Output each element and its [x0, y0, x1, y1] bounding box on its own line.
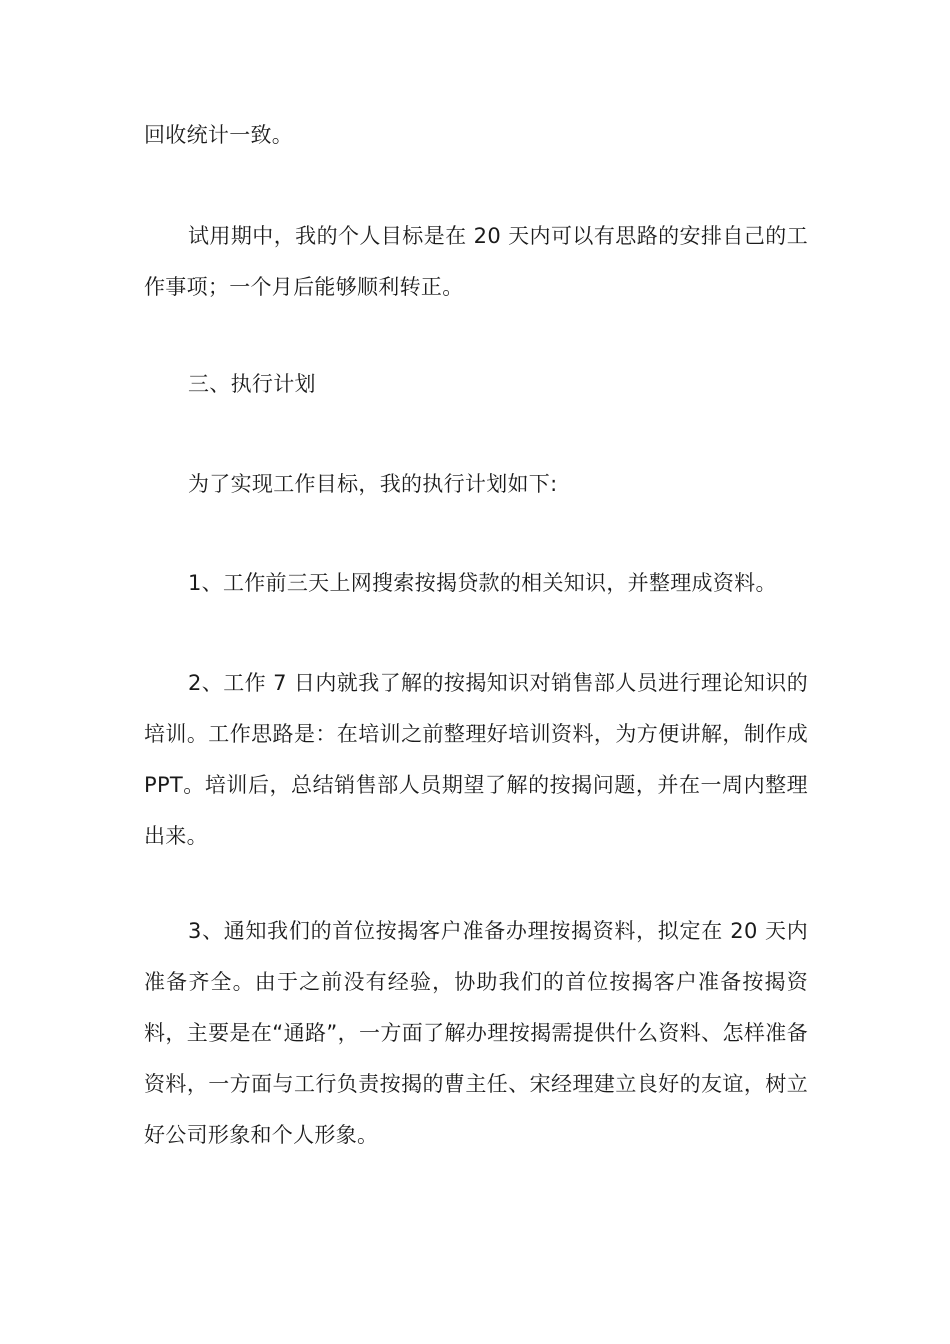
paragraph-plan-intro: 为了实现工作目标，我的执行计划如下:: [188, 472, 558, 496]
paragraph-continuation: 回收统计一致。: [144, 123, 294, 147]
section-heading-execution-plan: 三、执行计划: [188, 372, 316, 396]
paragraph-personal-goal: 试用期中，我的个人目标是在 20 天内可以有思路的安排自己的工作事项；一个月后能够顺利转正。: [144, 224, 808, 299]
plan-item-1: 1、工作前三天上网搜索按揭贷款的相关知识，并整理成资料。: [188, 571, 777, 595]
plan-item-2: 2、工作 7 日内就我了解的按揭知识对销售部人员进行理论知识的培训。工作思路是：在培训之前整理好培训资料，为方便讲解，制作成 PPT。培训后，总结销售部人员期望了解的按揭问题，并在一周内整理出来。: [144, 671, 808, 848]
plan-item-3: 3、通知我们的首位按揭客户准备办理按揭资料，拟定在 20 天内准备齐全。由于之前没有经验，协助我们的首位按揭客户准备按揭资料，主要是在“通路”，一方面了解办理按揭需提供什么资料、怎样准备资料，一方面与工行负责按揭的曹主任、宋经理建立良好的友谊，树立好公司形象和个人形象。: [144, 919, 808, 1147]
